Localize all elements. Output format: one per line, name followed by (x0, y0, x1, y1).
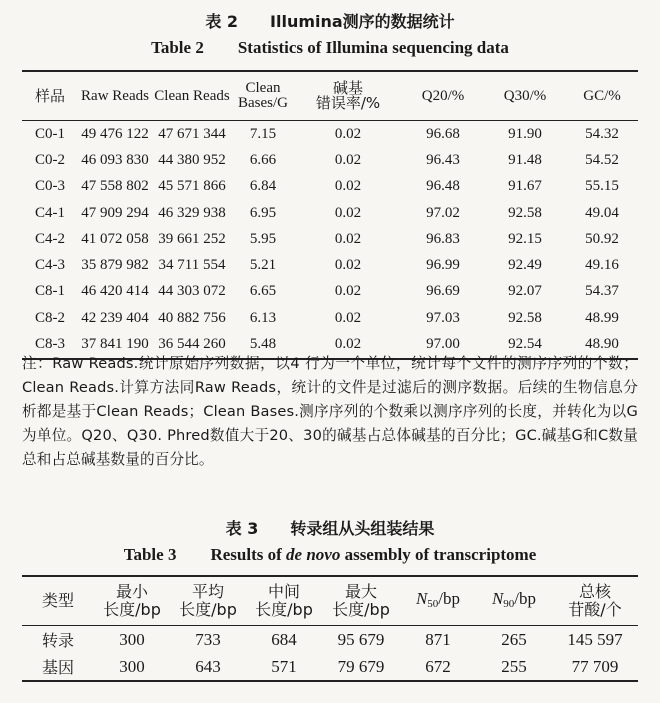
table-cell: 672 (400, 653, 476, 681)
table-cell: 47 671 344 (158, 125, 226, 142)
header-clean-bases-line2: Bases/G (238, 95, 288, 111)
table-cell: C0-2 (35, 151, 65, 168)
header-avg-length (170, 576, 246, 626)
table2-body (22, 121, 638, 359)
table-row (22, 626, 638, 654)
table-row (22, 279, 638, 305)
table-cell: 300 (94, 653, 170, 681)
table-cell: 47 558 802 (81, 178, 149, 195)
header-max-line1: 最大 (344, 582, 377, 601)
table2-title-en (0, 38, 660, 58)
header-avg-line2: 长度/bp (179, 600, 237, 619)
table-cell: 91.48 (508, 151, 542, 168)
table-cell: 92.58 (508, 309, 542, 326)
header-n90-unit: /bp (514, 588, 537, 608)
header-mid-line1: 中间 (267, 582, 300, 601)
table3-header-row (22, 576, 638, 626)
table-cell: 46 420 414 (81, 283, 149, 300)
table-cell: 49.16 (585, 257, 619, 274)
table-cell: 96.68 (426, 125, 460, 142)
table-cell: 733 (195, 629, 221, 649)
table-cell: 36 544 260 (152, 331, 232, 358)
header-q20: Q20/% (402, 71, 484, 121)
header-q30: Q30/% (484, 71, 566, 121)
table-cell: 34 711 554 (158, 257, 226, 274)
table-cell: 6.13 (249, 309, 277, 326)
table3-title-en (0, 545, 660, 565)
table-cell: 46 329 938 (158, 204, 226, 221)
table3 (22, 575, 638, 682)
table-cell: 6.66 (249, 151, 277, 168)
header-median-length (246, 576, 322, 626)
header-clean-bases-line1: Clean (245, 80, 281, 96)
table-cell: 49 476 122 (81, 125, 149, 142)
table-cell: 44 380 952 (158, 151, 226, 168)
table-cell: 92.15 (508, 230, 542, 247)
table-cell: 92.07 (508, 283, 542, 300)
table-cell: 48.99 (585, 309, 619, 326)
table-cell: 0.02 (334, 125, 362, 142)
header-type: 类型 (22, 576, 94, 626)
table3-title-en-italic: de novo (286, 545, 341, 564)
table-cell: 91.67 (508, 178, 542, 195)
table2 (22, 70, 638, 360)
table-cell: 44 303 072 (158, 283, 226, 300)
table-cell: 571 (246, 653, 322, 681)
table-cell: 871 (425, 629, 451, 649)
header-mid-line2: 长度/bp (255, 600, 313, 619)
table-cell: 96.48 (426, 178, 460, 195)
table-cell: 46 093 830 (81, 151, 149, 168)
table-cell: 50.92 (585, 230, 619, 247)
header-total-line1: 总核 (578, 582, 611, 601)
table-cell: 97.03 (426, 309, 460, 326)
header-max-line2: 长度/bp (332, 600, 390, 619)
table-cell: 5.21 (249, 257, 277, 274)
header-n50-sub: 50 (427, 597, 439, 610)
header-max-length (322, 576, 400, 626)
table-cell: C4-1 (35, 204, 65, 221)
table-row (22, 226, 638, 252)
table-cell: 643 (170, 653, 246, 681)
table-cell: 0.02 (334, 178, 362, 195)
header-total-nucleotides (552, 576, 638, 626)
table-cell: 145 597 (567, 629, 623, 649)
table2-note: 注：Raw Reads.统计原始序列数据，以4 行为一个单位，统计每个文件的测序序列的个数；Clean Reads.计算方法同Raw Reads，统计的文件是过滤后的测序数据。后续的生物信息分析都是基于Clean Reads；Clean Bases.测序序列的个数乘以测序序列的长度，并转化为以G为单位。Q20、Q30. Phred数值大于20、30的碱基占总体碱基的百分比；GC.碱基G和C数量总和占总碱基数量的百分比。 (22, 355, 638, 468)
table-cell: 91.90 (508, 125, 542, 142)
table2-header-row (22, 71, 638, 121)
table-cell: 转录 (41, 631, 74, 650)
table-cell: 255 (476, 653, 552, 681)
table-cell: 42 239 404 (81, 309, 149, 326)
header-gc: GC/% (566, 71, 638, 121)
table-cell: 95 679 (337, 629, 385, 649)
table-cell: C0-3 (35, 178, 65, 195)
table-cell: C4-2 (35, 230, 65, 247)
header-clean-reads: Clean Reads (152, 71, 232, 121)
table-cell: 0.02 (334, 309, 362, 326)
header-min-line2: 长度/bp (103, 600, 161, 619)
table-cell: 92.58 (508, 204, 542, 221)
table-cell: 96.99 (426, 257, 460, 274)
table-row (22, 174, 638, 200)
table-row (22, 121, 638, 148)
header-raw-reads: Raw Reads (78, 71, 152, 121)
table3-title-en-post: assembly of transcriptome (340, 545, 537, 564)
table-cell: 77 709 (552, 653, 638, 681)
table-cell: C8-2 (35, 309, 65, 326)
table-cell: 6.84 (249, 178, 277, 195)
table-cell: 35 879 982 (81, 257, 149, 274)
table-cell: 265 (501, 629, 527, 649)
table-cell: 97.02 (426, 204, 460, 221)
table-cell: C0-1 (35, 125, 65, 142)
table-cell: 55.15 (585, 178, 619, 195)
table-cell: 54.37 (585, 283, 619, 300)
table-cell: 39 661 252 (158, 230, 226, 247)
table-cell: 0.02 (334, 283, 362, 300)
table-cell: 92.49 (508, 257, 542, 274)
table-cell: 0.02 (294, 331, 402, 358)
table-cell: 0.02 (334, 151, 362, 168)
table3-title-en-pre: Results of (210, 545, 287, 564)
header-n50-unit: /bp (438, 588, 461, 608)
table-cell: 0.02 (334, 257, 362, 274)
header-total-line2: 苷酸/个 (568, 600, 622, 619)
table3-title-en-num: Table 3 (123, 545, 177, 564)
header-n90-sub: 90 (503, 597, 515, 610)
table-cell: 48.90 (566, 331, 638, 358)
table3-title-cn: 表 3 转录组从头组装结果 (225, 519, 435, 538)
table-cell: 54.52 (585, 151, 619, 168)
header-n90 (476, 576, 552, 626)
table-row (22, 252, 638, 278)
table-cell: 300 (119, 629, 145, 649)
table-cell: 37 841 190 (78, 331, 152, 358)
header-n50-letter: N (415, 588, 428, 608)
table-cell: 97.00 (402, 331, 484, 358)
header-clean-bases (232, 71, 294, 121)
header-error-line2: 错误率/% (315, 94, 381, 112)
table3-body (22, 626, 638, 682)
table-cell: 6.65 (249, 283, 277, 300)
table-cell: 40 882 756 (158, 309, 226, 326)
table-cell: 0.02 (334, 204, 362, 221)
table-cell: 684 (271, 629, 297, 649)
table-cell: 96.43 (426, 151, 460, 168)
table-cell: 基因 (22, 653, 94, 681)
table-cell: 5.95 (249, 230, 277, 247)
table2-title-en-text: Statistics of Illumina sequencing data (237, 38, 509, 57)
table-cell: 92.54 (484, 331, 566, 358)
table2-title-en-num: Table 2 (151, 38, 204, 57)
table-row (22, 653, 638, 681)
table2-title-cn: 表 2 Illumina测序的数据统计 (205, 12, 455, 31)
header-min-length (94, 576, 170, 626)
table-row (22, 200, 638, 226)
table-cell: 49.04 (585, 204, 619, 221)
table-cell: 79 679 (322, 653, 400, 681)
table-cell: C8-1 (35, 283, 65, 300)
table-cell: 47 909 294 (81, 204, 149, 221)
table-cell: 54.32 (585, 125, 619, 142)
table-row (22, 305, 638, 331)
table-cell: 5.48 (232, 331, 294, 358)
header-avg-line1: 平均 (191, 582, 224, 601)
table-cell: 45 571 866 (158, 178, 226, 195)
table-cell: 0.02 (334, 230, 362, 247)
table-cell: 7.15 (249, 125, 277, 142)
table-cell: 96.69 (426, 283, 460, 300)
header-error-line1: 碱基 (332, 79, 363, 97)
header-sample: 样品 (22, 71, 78, 121)
header-n90-letter: N (491, 588, 504, 608)
header-error-rate (294, 71, 402, 121)
table-cell: C8-3 (22, 331, 78, 358)
header-min-line1: 最小 (115, 582, 148, 601)
table-cell: C4-3 (35, 257, 65, 274)
header-n50 (400, 576, 476, 626)
table-cell: 96.83 (426, 230, 460, 247)
table-row (22, 147, 638, 173)
table-cell: 6.95 (249, 204, 277, 221)
table-cell: 41 072 058 (81, 230, 149, 247)
